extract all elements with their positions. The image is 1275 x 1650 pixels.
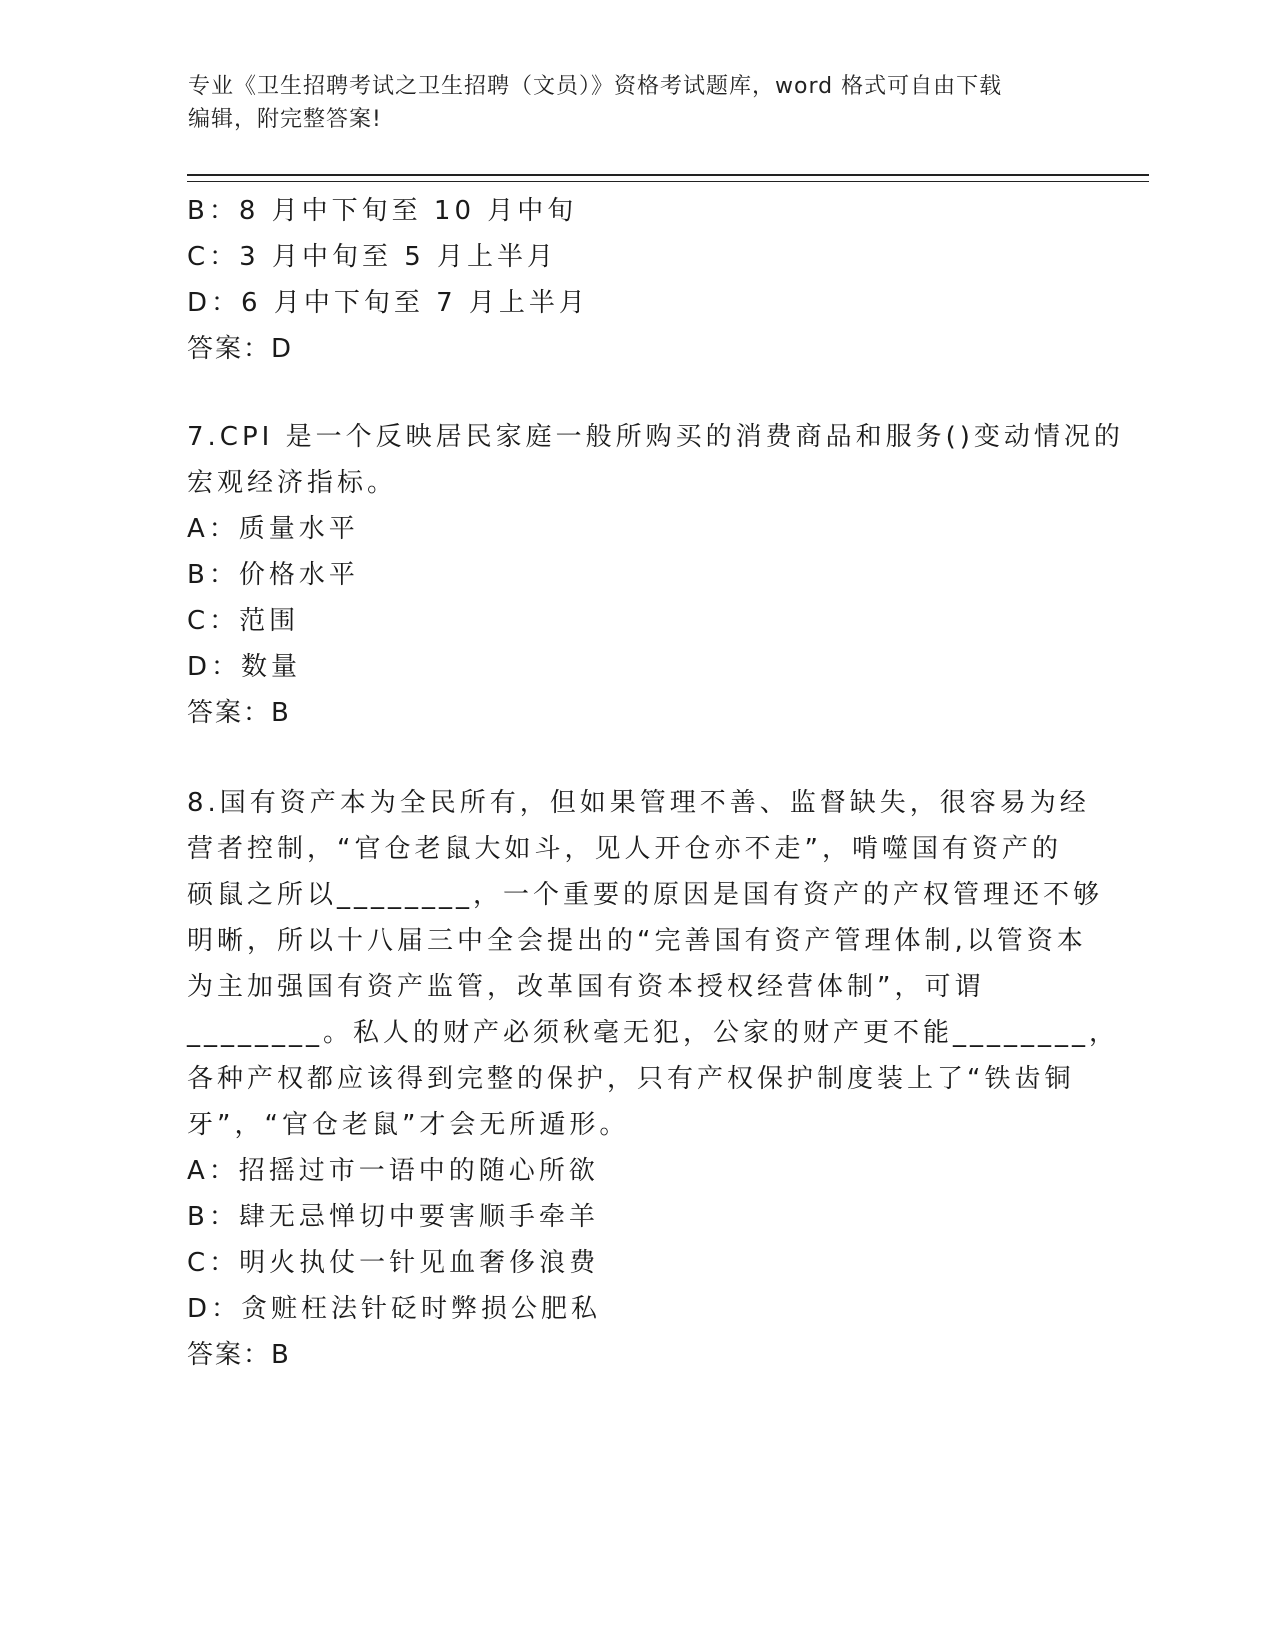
header-line-1: 专业《卫生招聘考试之卫生招聘（文员）》资格考试题库，word 格式可自由下载 <box>188 74 1003 99</box>
q8-option-b: B：肆无忌惮切中要害顺手牵羊 <box>187 1202 599 1232</box>
question-8-block <box>187 780 1120 1378</box>
q7-stem-line-2: 宏观经济指标。 <box>187 468 398 498</box>
q6-option-c: C：3 月中旬至 5 月上半月 <box>187 242 558 272</box>
spacer <box>187 372 1087 414</box>
q8-answer: 答案：B <box>187 1340 291 1370</box>
q7-option-b: B：价格水平 <box>187 560 359 590</box>
q7-option-a: A：质量水平 <box>187 514 359 544</box>
q6-answer: 答案：D <box>187 334 294 364</box>
question-6-block <box>187 188 1087 372</box>
q8-stem-line-7: 各种产权都应该得到完整的保护，只有产权保护制度装上了“铁齿铜 <box>187 1064 1075 1094</box>
q6-option-b: B：8 月中下旬至 10 月中旬 <box>187 196 578 226</box>
spacer <box>187 736 1087 780</box>
q8-stem-line-2: 营者控制，“官仓老鼠大如斗，见人开仓亦不走”，啃噬国有资产的 <box>187 834 1062 864</box>
q8-option-c: C：明火执仗一针见血奢侈浪费 <box>187 1248 600 1278</box>
document-body <box>187 188 1124 1378</box>
q8-option-d: D：贪赃枉法针砭时弊损公肥私 <box>187 1294 602 1324</box>
q8-stem-line-5: 为主加强国有资产监管，改革国有资本授权经营体制”，可谓 <box>187 972 985 1002</box>
document-header <box>188 70 1068 136</box>
q7-option-d: D：数量 <box>187 652 302 682</box>
q7-option-c: C：范围 <box>187 606 300 636</box>
header-line-2: 编辑，附完整答案! <box>188 107 382 132</box>
q7-stem-line-1: 7.CPI 是一个反映居民家庭一般所购买的消费商品和服务()变动情况的 <box>187 422 1124 452</box>
q8-stem-line-6: ________。私人的财产必须秋毫无犯，公家的财产更不能________， <box>187 1018 1120 1048</box>
q8-stem-line-4: 明晰，所以十八届三中全会提出的“完善国有资产管理体制,以管资本 <box>187 926 1087 956</box>
q8-stem-line-1: 8.国有资产本为全民所有，但如果管理不善、监督缺失，很容易为经 <box>187 788 1090 818</box>
q8-stem-line-3: 硕鼠之所以________，一个重要的原因是国有资产的产权管理还不够 <box>187 880 1104 910</box>
q6-option-d: D：6 月中下旬至 7 月上半月 <box>187 288 589 318</box>
question-7-block <box>187 414 1124 736</box>
header-divider-thick <box>187 174 1149 176</box>
q8-option-a: A：招摇过市一语中的随心所欲 <box>187 1156 599 1186</box>
header-divider-thin <box>187 181 1149 182</box>
q8-stem-line-8: 牙”，“官仓老鼠”才会无所遁形。 <box>187 1110 630 1140</box>
q7-answer: 答案：B <box>187 698 291 728</box>
